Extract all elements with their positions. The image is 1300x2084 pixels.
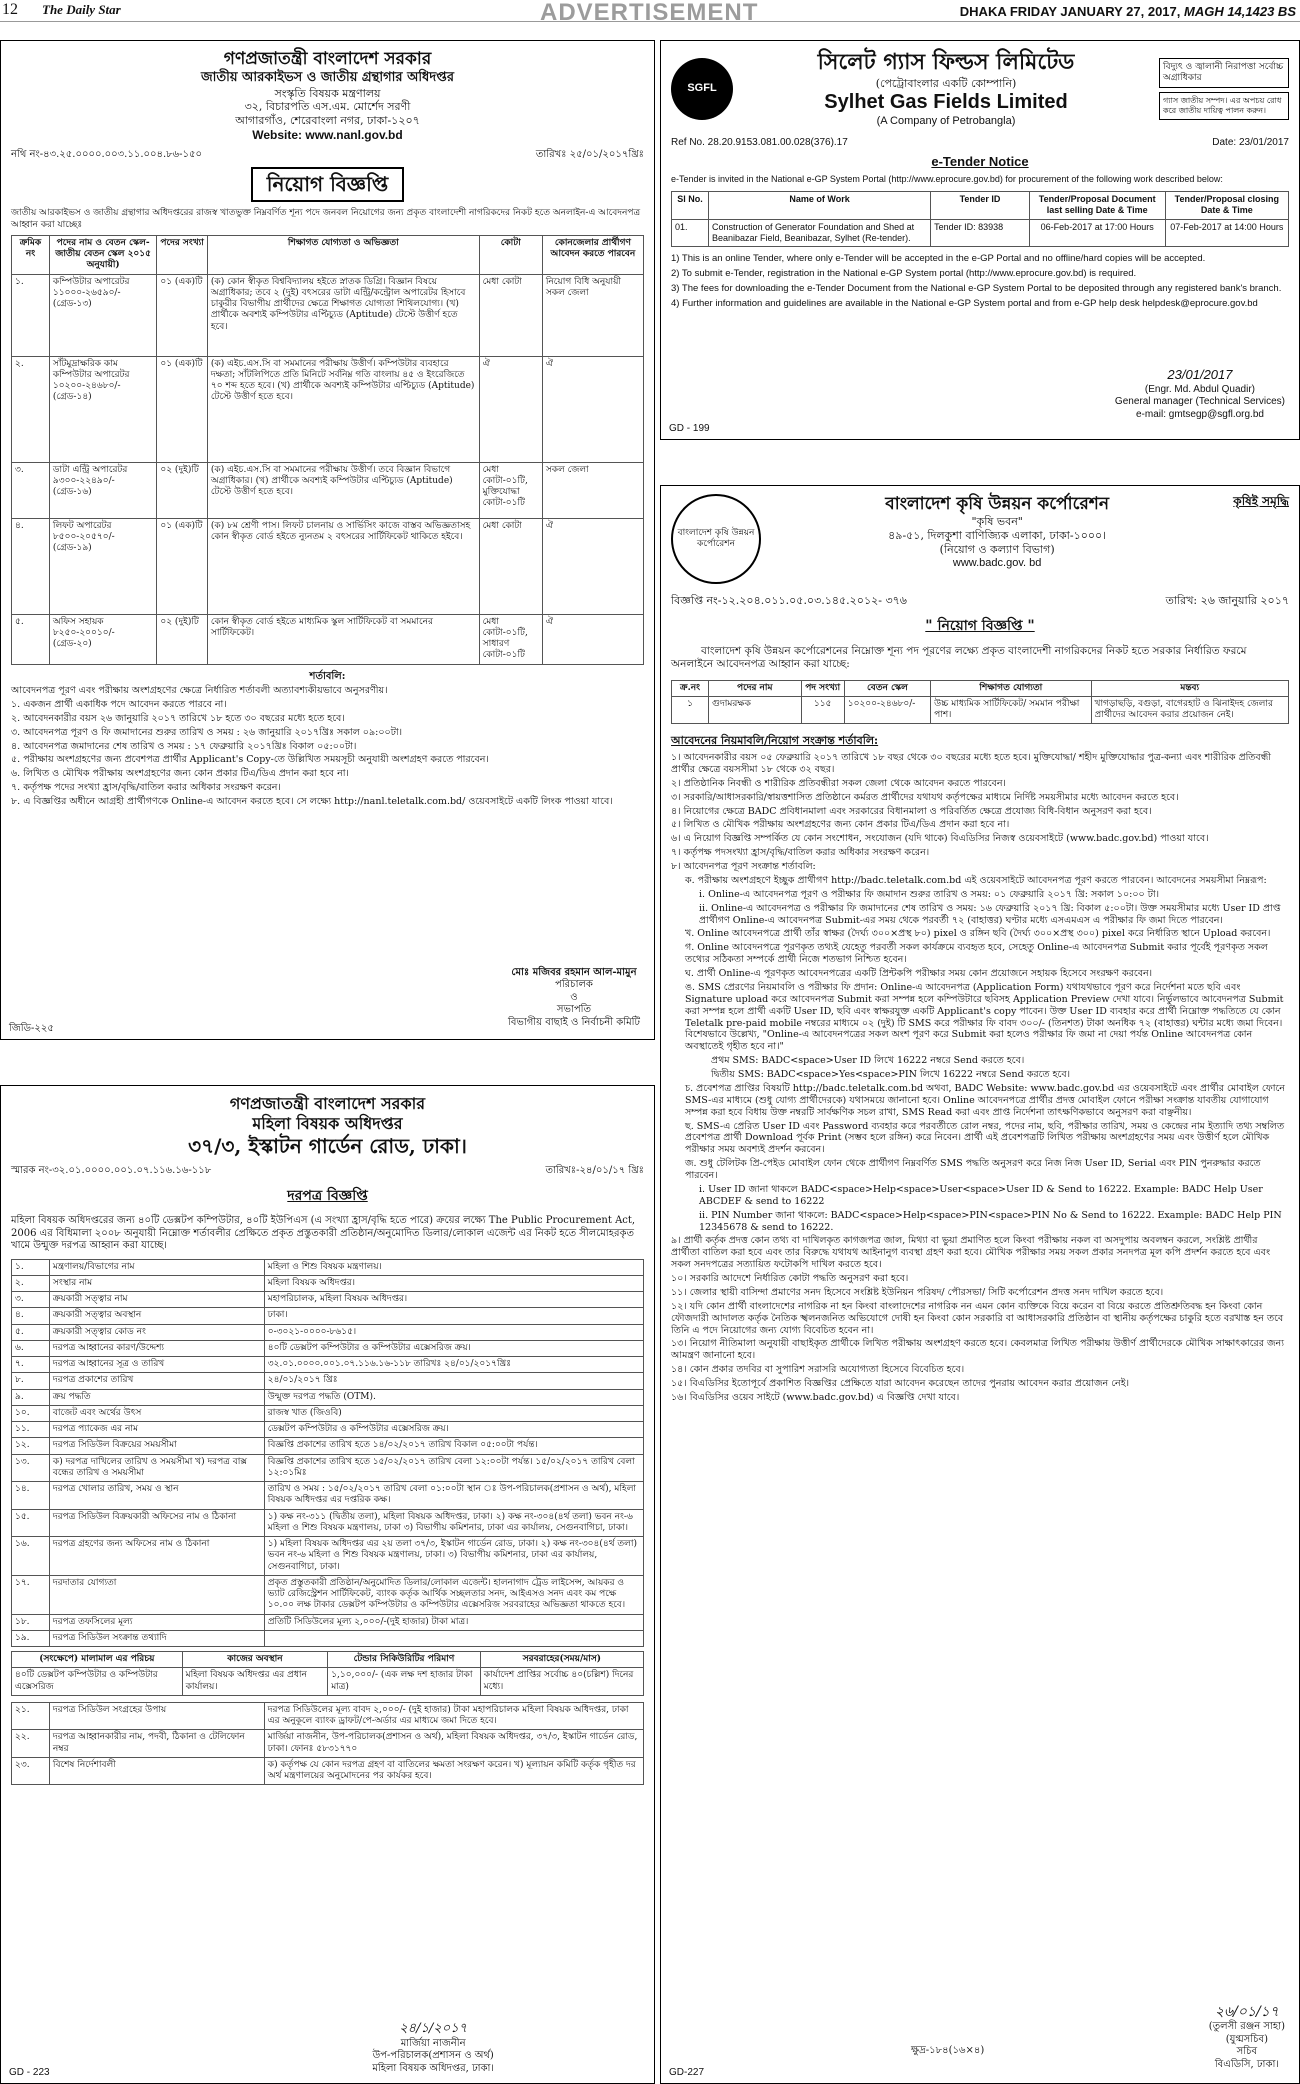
list-item: ১০। সরকারি আদেশে নির্ধারিত কোটা পদ্ধতি অনুসরণ করা হবে। bbox=[671, 1273, 909, 1284]
list-item: ৯। প্রার্থী কর্তৃক প্রদত্ত কোন তথ্য বা দাখিলকৃত কাগজপত্র জাল, মিথ্যা বা ভুয়া প্রমাণিত হলে কিংবা পরীক্ষায় নকল বা অসদুপায় অবলম্বন করলে, সংশ্লিষ্ট প্রার্থীর প্রার্থীতা বাতিল করা হবে এবং তার বিরুদ্ধে যথাযথ আইনানুগ ব্যবস্থা গ্রহণ করা হবে। মৌখিক পরীক্ষার সময় সকল প্রকার সনদপত্র মূল কপি প্রদর্শন করতে হবে এবং সকল সনদপত্রের সত্যায়িত ফটোকপি দাখিল করতে হবে। bbox=[671, 1235, 1271, 1271]
table-header: (সংক্ষেপে) মালামাল এর পরিচয় bbox=[12, 1652, 183, 1668]
table-header: ক্র.নং bbox=[672, 680, 709, 696]
table-row: ২১. দরপত্র সিডিউল সংগ্রহের উপায় দরপত্র সিডিউলের মূল্য বাবদ ২,০০০/- (দুই হাজার) টাকা মহাপরিচালক মহিলা বিষয়ক অধিদপ্তর, ঢাকা এর অনুকূলে ব্যাংক ড্রাফট/পে-অর্ডার এর মাধ্যমে জমা দিতে হবে। bbox=[12, 1702, 644, 1730]
notice-date: তারিখ: ২৬ জানুয়ারি ২০১৭ bbox=[1165, 594, 1289, 607]
list-item: প্রথম SMS: BADC<space>User ID লিখে 16222 নম্বরে Send করতে হবে। bbox=[711, 1055, 1025, 1067]
signature-date: ২৪/১/২০১৭ bbox=[399, 2021, 468, 2037]
list-item: 1) This is an online Tender, where only e-Tender will be accepted in the e-GP Portal and no offline/hard copies will be accepted. bbox=[671, 253, 1206, 264]
notice-date: তারিখঃ ২৫/০১/২০১৭খ্রিঃ bbox=[535, 148, 644, 160]
signer-name: মার্জিয়া নাজনীন bbox=[400, 2037, 466, 2049]
list-item: ২. আবেদনকারীর বয়স ২৬ জানুয়ারি ২০১৭ তারিখে ১৮ হতে ৩০ বছরের মধ্যে হতে হবে। bbox=[11, 712, 345, 724]
table-header: কাজের অবস্থান bbox=[182, 1652, 328, 1668]
signature-block: ২৬/০১/১৭ (তুলসী রঞ্জন সাহা) (যুগ্মসচিব) সচিব বিএডিসি, ঢাকা। bbox=[1208, 2003, 1285, 2070]
table-row: ১২. দরপত্র সিডিউল বিক্রয়ের সময়সীমা বিজ্ঞপ্তি প্রকাশের তারিখ হতে ১৪/০২/২০১৭ তারিখ বিকাল ০৫:০০টা পর্যন্ত। bbox=[12, 1438, 644, 1454]
address-line: ৪৯-৫১, দিলকুশা বাণিজ্যিক এলাকা, ঢাকা-১০০০। bbox=[888, 529, 1107, 542]
table-row: ১১. দরপত্র প্যাকেজ এর নাম ডেক্সটপ কম্পিউটার ও কম্পিউটার এক্সেসরিজ ক্রয়। bbox=[12, 1422, 644, 1438]
website: www.badc.gov. bd bbox=[952, 556, 1042, 569]
list-item: ৭. কর্তৃপক্ষ পদের সংখ্যা হ্রাস/বৃদ্ধি/বাতিল করার অধিকার সংরক্ষণ করেন। bbox=[11, 782, 281, 794]
table-row: ১৬. দরপত্র গ্রহণের জন্য অফিসের নাম ও ঠিকানা ১) মহিলা বিষয়ক অধিদপ্তর এর ২য় তলা ৩৭/৩, ইস্কাটন গার্ডেন রোড, ঢাকা। ২) কক্ষ নং-৩০৪(৪র্থ তলা) ভবন নং-৬ মহিলা ও শিশু বিষয়ক মন্ত্রণালয়, ঢাকা। ৩) বিভাগীয় কমিশনার, ঢাকা এর কার্যালয়, সেগুনবাগিচা, ঢাকা। bbox=[12, 1537, 644, 1576]
table-header: শিক্ষাগত যোগ্যতা ও অভিজ্ঞতা bbox=[207, 235, 479, 274]
page-number: 12 bbox=[2, 1, 18, 18]
notice-title: নিয়োগ বিজ্ঞপ্তি bbox=[251, 167, 405, 202]
dept-heading: জাতীয় আরকাইভস ও জাতীয় গ্রন্থাগার অধিদপ্তর bbox=[200, 70, 455, 86]
list-item: গ. Online আবেদনপত্রে পূরণকৃত তথ্যই যেহেতু পরবর্তী সকল কার্যক্রমে ব্যবহৃত হবে, সেহেতু Online-এ আবেদনপত্র Submit করার পূর্বেই পূরণকৃত সকল তথ্যের সঠিকতা সম্পর্কে প্রার্থী নিজে শতভাগ নিশ্চিত হবেন। bbox=[685, 942, 1268, 966]
table-header: কোটা bbox=[479, 235, 542, 274]
conditions-title: আবেদনের নিয়মাবলি/নিয়োগ সংক্রান্ত শর্তাবলি: bbox=[671, 734, 879, 748]
list-item: 2) To submit e-Tender, registration in the National e-GP System portal (http://www.eprocure.gov.bd) is required. bbox=[671, 267, 1137, 279]
list-item: ১। আবেদনকারীর বয়স ০৫ ফেব্রুয়ারি ২০১৭ তারিখে ১৮ বছর থেকে ৩০ বছরের মধ্যে হতে হবে। মুক্তিযোদ্ধা/ শহীদ মুক্তিযোদ্ধার পুত্র-কন্যা এবং শারীরিক প্রতিবন্ধী প্রার্থীর ক্ষেত্রে বয়সসীমা ১৮ থেকে ৩২ বছর। bbox=[671, 752, 1271, 775]
govt-heading: গণপ্রজাতন্ত্রী বাংলাদেশ সরকার bbox=[229, 1094, 426, 1113]
table-header: সরবরাহের(সময়/মাস) bbox=[480, 1652, 643, 1668]
table-row: ১৭. দরদাতার যোগ্যতা প্রকৃত প্রস্তুতকারী প্রতিষ্ঠান/অনুমোদিত ডিলার/লোকাল এজেন্ট। হালনাগাদ ট্রেড লাইসেন্স, আয়কর ও ভ্যাট রেজিস্ট্রেশন সার্টিফিকেট, ব্যাংক কর্তৃক আর্থিক সচ্ছলতার সনদ, আইএসও সনদ এবং কম পক্ষে ১০.০০ লক্ষ টাকার ডেক্সটপ কম্পিউটার ও কম্পিউটার এক্সেসরিজ সরবরাহের অভিজ্ঞতা থাকতে হবে। bbox=[12, 1575, 644, 1614]
list-item: ৫। লিখিত ও মৌখিক পরীক্ষায় অংশগ্রহণের জন্য কোন প্রকার টিএ/ডিএ প্রদান করা হবে না। bbox=[671, 819, 1010, 831]
sgfl-tender-ad bbox=[660, 40, 1300, 440]
list-item: খ. Online আবেদনপত্রে প্রার্থী তাঁর স্বাক্ষর (দৈর্ঘ্য ৩০০×প্রস্থ ৮০) pixel ও রঙ্গিন ছবি (দৈর্ঘ্য ৩০০×প্রস্থ ৩০০) pixel করে নির্ধারিত স্থানে Upload করবেন। bbox=[685, 928, 1271, 940]
notice-title: দরপত্র বিজ্ঞপ্তি bbox=[287, 1187, 368, 1204]
table-row: ২২. দরপত্র আহ্বানকারীর নাম, পদবী, ঠিকানা ও টেলিফোন নম্বর মার্জিয়া নাজনীন, উপ-পরিচালক(প্রশাসন ও অর্থ), মহিলা বিষয়ক অধিদপ্তর, ৩৭/৩, ইস্কাটন গার্ডেন রোড, ঢাকা। ফোনঃ ৫৮৩১৭৭০ bbox=[12, 1730, 644, 1758]
intro-text: জাতীয় আরকাইভস ও জাতীয় গ্রন্থাগার অধিদপ্তরের রাজস্ব খাতভুক্ত নিম্নবর্ণিত শূন্য পদে জনবল নিয়োগের জন্য প্রকৃত বাংলাদেশী নাগরিকদের নিকট হতে অনলাইন-এ আবেদনপত্র আহ্বান করা যাচ্ছেঃ bbox=[11, 208, 641, 230]
badc-emblem-icon: বাংলাদেশ কৃষি উন্নয়ন কর্পোরেশন bbox=[671, 494, 761, 584]
table-header: Sl No. bbox=[672, 192, 709, 220]
notes-list bbox=[671, 253, 1289, 310]
list-item: ৪. আবেদনপত্র জমাদানের শেষ তারিখ ও সময় : ১৭ ফেব্রুয়ারি ২০১৭খ্রিঃ বিকাল ০৫:০০টা। bbox=[11, 740, 357, 752]
list-item: ১২। যদি কোন প্রার্থী বাংলাদেশের নাগরিক না হন কিংবা বাংলাদেশের নাগরিক নন এমন কোন ব্যক্তিকে বিয়ে করেন বা বিয়ে করতে প্রতিশ্রুতিবদ্ধ হন কিংবা কোন ফৌজদারী আদালত কর্তৃক নৈতিক স্খলনজনিত অভিযোগে দোষী হন কিংবা কোন সরকারি বা আধাসরকারি প্রতিষ্ঠান বা স্থানীয় কর্তৃপক্ষের চাকুরি হতে বরখাস্ত হন তবে তিনি এ পদে নিয়োগের জন্য যোগ্য বিবেচিত হবেন না। bbox=[671, 1300, 1284, 1336]
dept-heading: মহিলা বিষয়ক অধিদপ্তর bbox=[252, 1114, 403, 1133]
list-item: ii. Online-এ আবেদনপত্র ও পরীক্ষার ফি জমাদানের শেষ তারিখ ও সময়: ১৬ ফেব্রুয়ারি ২০১৭ খ্রি: বিকাল ৫:০০টা। উক্ত সময়সীমার মধ্যে User ID প্রাপ্ত প্রার্থীগণ Online-এ আবেদনপত্র Submit-এর সময় থেকে পরবর্তী ৭২ (বাহাত্তর) ঘণ্টার মধ্যে এসএমএস এ পরীক্ষার ফি জমা দিতে পারবেন। bbox=[699, 902, 1281, 926]
paper-logo: The Daily Star bbox=[42, 2, 121, 17]
conditions-title: শর্তাবলি: bbox=[309, 670, 346, 682]
tender-info-table bbox=[11, 1259, 644, 1648]
signer-name: (Engr. Md. Abdul Quadir) bbox=[1144, 383, 1255, 395]
table-row: ১৯. দরপত্র সিডিউল সংক্রান্ত তথ্যাদি bbox=[12, 1630, 644, 1646]
list-item: ৮। আবেদনপত্র পূরণ সংক্রান্ত শর্তাবলি: bbox=[671, 861, 816, 872]
table-row: ৩. ডাটা এন্ট্রি অপারেটর ৯৩০০-২২৪৯০/- (গ্রেড-১৬) ০২ (দুই)টি (ক) এইচ.এস.সি বা সমমানের পরীক্ষায় উত্তীর্ণ। তবে বিজ্ঞান বিভাগে অগ্রাধিকার। (খ) প্রার্থীকে অবশ্যই কম্পিউটার এপ্টিচ্যুড (Aptitude) টেস্টে উত্তীর্ণ হতে হবে। মেধা কোটা-০১টি, মুক্তিযোদ্ধা কোটা-০১টি সকল জেলা bbox=[12, 462, 644, 518]
notice-title: e-Tender Notice bbox=[931, 153, 1029, 169]
ad-code: GD - 199 bbox=[669, 422, 710, 434]
list-item: ১৫। বিএডিসির ইতোপূর্বে প্রকাশিত বিজ্ঞপ্তির প্রেক্ষিতে যারা আবেদন করেছেন তাদের পুনরায় আবেদন করার প্রয়োজন নেই। bbox=[671, 1378, 1130, 1389]
table-row: ৩. ক্রয়কারী সত্ত্বার নাম মহাপরিচালক, মহিলা বিষয়ক অধিদপ্তর। bbox=[12, 1292, 644, 1308]
intro-text: e-Tender is invited in the National e-GP System Portal (http://www.eprocure.gov.bd) for procurement of the following work described below: bbox=[671, 173, 1223, 184]
signature-block: 23/01/2017 (Engr. Md. Abdul Quadir) General manager (Technical Services) e-mail: gmtsegp@sgfl.org.bd bbox=[1114, 367, 1285, 420]
conditions-list bbox=[671, 752, 1289, 1404]
list-item: চ. প্রবেশপত্র প্রাপ্তির বিষয়টি http://badc.teletalk.com.bd অথবা, BADC Website: www.badc.gov.bd এর ওয়েবসাইটে এবং প্রার্থীর মোবাইল ফোনে SMS-এর মাধ্যমে (শুধু যোগ্য প্রার্থীদেরকে) যথাসময়ে জানানো হবে। Online আবেদনপত্রে প্রার্থীর প্রদত্ত মোবাইল ফোনে পরীক্ষা সংক্রান্ত যাবতীয় যোগাযোগ সম্পন্ন করা হবে বিধায় উক্ত নম্বরটি সার্বক্ষণিক সচল রাখা, SMS Read করা এবং প্রাপ্ত নির্দেশনা তাৎক্ষণিকভাবে অনুসরণ করা বাঞ্ছনীয়। bbox=[685, 1082, 1285, 1118]
list-item: ছ. SMS-এ প্রেরিত User ID এবং Password ব্যবহার করে পরবর্তীতে রোল নম্বর, পদের নাম, ছবি, পরীক্ষার তারিখ, সময় ও কেন্দ্রের নাম ইত্যাদি তথ্য সম্বলিত প্রবেশপত্র প্রার্থী Download পূর্বক Print (সম্ভব হলে রঙ্গিন) করে নিবেন। প্রার্থী এই প্রবেশপত্রটি লিখিত পরীক্ষায় অংশগ্রহণের সময় এবং উত্তীর্ণ হলে মৌখিক পরীক্ষার সময় অবশ্যই প্রদর্শন করবেন। bbox=[685, 1120, 1285, 1156]
table-header: পদের নাম bbox=[709, 680, 802, 696]
list-item: i. User ID জানা থাকলে BADC<space>Help<space>User<space>User ID & Send to 16222. Example: BADC Help User ABCDEF & send to 16222 bbox=[699, 1183, 1263, 1207]
slogan-box: গ্যাস জাতীয় সম্পদ। এর অপচয় রোধ করে জাতীয় দায়িত্ব পালন করুন। bbox=[1159, 92, 1289, 120]
signer-name: (তুলসী রঞ্জন সাহা) bbox=[1208, 2021, 1285, 2032]
table-row: ৫. অফিস সহায়ক ৮২৫০-২০০১০/- (গ্রেড-২০) ০২ (দুই)টি কোন স্বীকৃত বোর্ড হইতে মাধ্যমিক স্কুল সার্টিফিকেট বা সমমানের সার্টিফিকেট। মেধা কোটা-০১টি, সাধারণ কোটা-০১টি ঐ bbox=[12, 614, 644, 664]
signature-date: ২৬/০১/১৭ bbox=[1214, 2003, 1279, 2020]
issue-date: DHAKA FRIDAY JANUARY 27, 2017, MAGH 14,1423 BS bbox=[959, 4, 1296, 19]
table-row: ১৪. দরপত্র খোলার তারিখ, সময় ও স্থান তারিখ ও সময় : ১৫/০২/২০১৭ তারিখ বেলা ০১:০০টা স্থান ঃ উপ-পরিচালক(প্রশাসন ও অর্থ), মহিলা বিষয়ক অধিদপ্তর এর দপ্তরিক কক্ষ। bbox=[12, 1482, 644, 1510]
table-header: Tender/Proposal Document last selling Date & Time bbox=[1029, 192, 1165, 220]
table-row: ৫. ক্রয়কারী সত্ত্বার কোড নং ০-৩০২১-০০০০-৮৬১৫। bbox=[12, 1324, 644, 1340]
women-affairs-tender-ad bbox=[0, 1085, 655, 2084]
list-item: ৩। সরকারি/আধাসরকারি/স্বায়ত্তশাসিত প্রতিষ্ঠানে কর্মরত প্রার্থীদের যথাযথ কর্তৃপক্ষের মাধ্যমে নির্দিষ্ট সময়সীমার মধ্যে আবেদন করতে হবে। bbox=[671, 791, 1179, 803]
table-header: Tender ID bbox=[931, 192, 1030, 220]
table-row: ১৮. দরপত্র তফসিলের মূল্য প্রতিটি সিডিউলের মূল্য ২,০০০/-(দুই হাজার) টাকা মাত্র। bbox=[12, 1614, 644, 1630]
list-item: দ্বিতীয় SMS: BADC<space>Yes<space>PIN লিখে 16222 নম্বরে Send করতে হবে। bbox=[711, 1069, 1071, 1080]
table-row: ৪০টি ডেক্সটপ কম্পিউটার ও কম্পিউটার এক্সেসরিজ মহিলা বিষয়ক অধিদপ্তর এর প্রধান কার্যালয়। ১,১০,০০০/- (এক লক্ষ দশ হাজার টাকা মাত্র) কার্যাদেশ প্রাপ্তির সর্বোচ্চ ৪০(চল্লিশ) দিনের মধ্যে। bbox=[12, 1668, 644, 1696]
table-row: ১৩. ক) দরপত্র দাখিলের তারিখ ও সময়সীমা খ) দরপত্র বাক্স বন্ধের তারিখ ও সময়সীমা বিজ্ঞপ্তি প্রকাশের তারিখ হতে ১৫/০২/২০১৭ তারিখ বেলা ১২:০০টা পর্যন্ত। ১৫/০২/২০১৭ তারিখ বেলা ১২:০১মিঃ bbox=[12, 1454, 644, 1482]
list-item: ঙ. SMS প্রেরণের নিয়মাবলি ও পরীক্ষার ফি প্রদান: Online-এ আবেদনপত্র (Application Form) যথাযথভাবে পূরণ করে নির্দেশনা মতে ছবি এবং Signature upload করে আবেদনপত্র Submit করা সম্পন্ন হলে কম্পিউটারে ছবিসহ Application Preview দেখা যাবে। নির্ভুলভাবে আবেদনপত্র Submit করা সম্পন্ন হলে প্রার্থী একটি User ID, ছবি এবং স্বাক্ষরযুক্ত একটি Applicant's copy পাবেন। উক্ত User ID ব্যবহার করে প্রার্থী নিম্নোক্ত পদ্ধতিতে যে কোন Teletalk pre-paid mobile নম্বরের মাধ্যমে ০২ (দুই) টি SMS করে পরীক্ষার ফি বাবদ ৩০০/- (তিনশত) টাকা অনধিক ৭২ (বাহাত্তর) ঘন্টার মধ্যে জমা দিবেন। বিশেষভাবে উল্লেখ্য, "Online-এ আবেদনপত্রের সকল অংশ পূরণ করে Submit করা হলেও পরীক্ষার ফি জমা না দেয়া পর্যন্ত Online আবেদনপত্র কোন অবস্থাতেই গৃহীত হবে না।" bbox=[685, 981, 1284, 1053]
table-row: ১০. বাজেট এবং অর্থের উৎস রাজস্ব খাত (জিওবি) bbox=[12, 1405, 644, 1421]
table-row: 01. Construction of Generator Foundation and Shed at Beanibazar Field, Beanibazar, Sylhet (Re-tender). Tender ID: 83938 06-Feb-2017 at 17:00 Hours 07-Feb-2017 at 14:00 Hours bbox=[672, 219, 1289, 247]
footer-code: ক্ষুদ্র-১৮৪(১৬×৪) bbox=[911, 2044, 985, 2056]
ministry-heading: সংস্কৃতি বিষয়ক মন্ত্রণালয় bbox=[274, 86, 381, 100]
company-name-bn: সিলেট গ্যাস ফিল্ডস লিমিটেড bbox=[817, 49, 1075, 75]
table-row: ৭. দরপত্র আহ্বানের সূত্র ও তারিখ ৩২.০১.০০০০.০০১.০৭.১১৬.১৬-১১৮ তারিখঃ ২৪/০১/২০১৭খ্রিঃ bbox=[12, 1357, 644, 1373]
address-line: ৩২, বিচারপতি এস.এম. মোর্শেদ সরণী bbox=[244, 100, 411, 114]
table-header: Name of Work bbox=[709, 192, 931, 220]
table-row: ২. সংস্থার নাম মহিলা বিষয়ক অধিদপ্তর। bbox=[12, 1275, 644, 1291]
table-header: টেন্ডার সিকিউরিটির পরিমাণ bbox=[328, 1652, 481, 1668]
table-header: মন্তব্য bbox=[1091, 680, 1288, 696]
slogan-box: বিদ্যুৎ ও জ্বালানী নিরাপত্তা সর্বোচ্চ অগ্রাধিকার bbox=[1159, 58, 1289, 89]
memo-number: বিজ্ঞপ্তি নং-১২.২০৪.০১১.০৫.০৩.১৪৫.২০১২- ৩৭৬ bbox=[671, 594, 907, 607]
company-sub-en: (A Company of Petrobangla) bbox=[876, 115, 1016, 128]
company-name-en: Sylhet Gas Fields Limited bbox=[824, 91, 1068, 114]
conditions-list bbox=[11, 685, 644, 808]
badc-recruitment-ad bbox=[660, 485, 1300, 2084]
table-row: ২৩. বিশেষ নির্দেশাবলী ক) কর্তৃপক্ষ যে কোন দরপত্র গ্রহণ বা বাতিলের ক্ষমতা সংরক্ষণ করেন। খ) মূল্যায়ন কমিটি কর্তৃক গৃহীত দর অর্থ মন্ত্রণালয়ের অনুমোদনের পর কার্যকর হবে। bbox=[12, 1757, 644, 1785]
list-item: 3) The fees for downloading the e-Tender Document from the National e-GP System Portal to be deposited through any registered bank's branch. bbox=[671, 282, 1282, 294]
ad-code: GD-227 bbox=[669, 2066, 705, 2078]
archives-recruitment-ad bbox=[0, 40, 655, 1040]
masthead bbox=[0, 0, 1300, 26]
slogan: কৃষিই সমৃদ্ধি bbox=[1233, 494, 1289, 508]
table-row: ৮. দরপত্র প্রকাশের তারিখ ২৪/০১/২০১৭ খ্রিঃ bbox=[12, 1373, 644, 1389]
signature-block: মোঃ মজিবর রহমান আল-মামুন পরিচালক ও সভাপতি বিভাগীয় বাছাই ও নির্বাচনী কমিটি bbox=[507, 966, 640, 1028]
table-header: ক্রমিক নং bbox=[12, 235, 50, 274]
table-header: বেতন স্কেল bbox=[844, 680, 930, 696]
table-row: ১ গুদামরক্ষক ১১৫ ১০২০০-২৪৬৮০/- উচ্চ মাধ্যমিক সার্টিফিকেট/ সমমান পরীক্ষা পাশ। খাগড়াছড়ি, বগুড়া, বাগেরহাট ও ঝিনাইদহ জেলার প্রার্থীদের আবেদন করার প্রয়োজন নেই। bbox=[672, 696, 1289, 724]
intro-text: বাংলাদেশ কৃষি উন্নয়ন কর্পোরেশনের নিম্নোক্ত শূন্য পদ পূরণের লক্ষ্যে প্রকৃত বাংলাদেশী নাগরিকদের নিকট হতে সরকার নির্ধারিত ফরমে অনলাইনে আবেদনপত্র আহ্বান করা যাচ্ছে: bbox=[671, 645, 1247, 671]
website: Website: www.nanl.gov.bd bbox=[252, 127, 403, 142]
table-header: পদের নাম ও বেতন স্কেল-জাতীয় বেতন স্কেল ২০১৫ অনুযায়ী) bbox=[49, 235, 156, 274]
list-item: ৭। কর্তৃপক্ষ পদসংখ্যা হ্রাস/বৃদ্ধি/বাতিল করার অধিকার সংরক্ষণ করেন। bbox=[671, 847, 930, 859]
table-header: শিক্ষাগত যোগ্যতা bbox=[931, 680, 1091, 696]
govt-heading: গণপ্রজাতন্ত্রী বাংলাদেশ সরকার bbox=[223, 49, 432, 69]
tender-info-table-2 bbox=[11, 1702, 644, 1786]
list-item: ৫. পরীক্ষায় অংশগ্রহণের জন্য প্রবেশপত্র প্রার্থীর Applicant's Copy-তে উল্লিখিত সময়সূচী অনুযায়ী অংশগ্রহণ করতে পারবেন। bbox=[11, 754, 489, 766]
list-item: ২। প্রতিষ্ঠানিক নিবন্ধী ও শারীরিক প্রতিবন্ধীরা সকল জেলা থেকে আবেদন করতে পারবেন। bbox=[671, 777, 1006, 789]
signature-block: ২৪/১/২০১৭ মার্জিয়া নাজনীন উপ-পরিচালক(প্রশাসন ও অর্থ) মহিলা বিষয়ক অধিদপ্তর, ঢাকা। bbox=[372, 2021, 494, 2074]
list-item: i. Online-এ আবেদনপত্র পূরণ ও পরীক্ষার ফি জমাদান শুরুর তারিখ ও সময়: ০১ ফেব্রুয়ারি ২০১৭ খ্রি: সকাল ১০:০০ টা। bbox=[699, 888, 1160, 900]
table-header: পদ সংখ্যা bbox=[801, 680, 844, 696]
table-row: ৯. ক্রয় পদ্ধতি উন্মুক্ত দরপত্র পদ্ধতি (OTM). bbox=[12, 1389, 644, 1405]
address-line: আগারগাঁও, শেরেবাংলা নগর, ঢাকা-১২০৭ bbox=[235, 114, 420, 127]
ad-code: জিডি-২২৫ bbox=[9, 1022, 54, 1034]
list-item: ৬. লিখিত ও মৌখিক পরীক্ষায় অংশগ্রহণের জন্য কোন প্রকার টিএ/ডিএ প্রদান করা হবে না। bbox=[11, 768, 349, 780]
vacancy-table bbox=[11, 235, 644, 665]
vacancy-table bbox=[671, 680, 1289, 725]
list-item: ১১। জেলার স্থায়ী বাসিন্দা প্রমাণের সনদ হিসেবে সংশ্লিষ্ট ইউনিয়ন পরিষদ/ পৌরসভা/ সিটি কর্পোরেশন প্রদত্ত সনদ দাখিল করতে হবে। bbox=[671, 1286, 1164, 1298]
signer-name: মোঃ মজিবর রহমান আল-মামুন bbox=[511, 966, 637, 978]
list-item: ৬। এ নিয়োগ বিজ্ঞপ্তি সম্পর্কিত যে কোন সংশোধন, সংযোজন (যদি থাকে) বিএডিসির নিজস্ব ওয়েবসাইটে (www.badc.gov.bd) পাওয়া যাবে। bbox=[671, 833, 1209, 845]
list-item: ক. পরীক্ষায় অংশগ্রহণে ইচ্ছুক প্রার্থীগণ http://badc.teletalk.com.bd এই ওয়েবসাইটে আবেদনপত্র পূরণ করতে পারবেন। আবেদনের সময়সীমা নিম্নরূপ: bbox=[685, 874, 1267, 886]
list-item: ১৬। বিএডিসির ওয়েব সাইটে (www.badc.gov.bd) এ বিজ্ঞপ্তি দেখা যাবে। bbox=[671, 1391, 960, 1403]
table-header: কোনজেলার প্রার্থীগণ আবেদন করতে পারবেন bbox=[542, 235, 643, 274]
memo-number: স্মারক নং-৩২.০১.০০০০.০০১.০৭.১১৬.১৬-১১৮ bbox=[11, 1165, 212, 1176]
table-row: ৪. ক্রয়কারী সত্ত্বার অবস্থান ঢাকা। bbox=[12, 1308, 644, 1324]
ad-code: GD - 223 bbox=[9, 2066, 50, 2078]
notice-title: " নিয়োগ বিজ্ঞপ্তি " bbox=[925, 617, 1035, 634]
notice-date: Date: 23/01/2017 bbox=[1212, 137, 1289, 148]
list-item: আবেদনপত্র পূরণ এবং পরীক্ষায় অংশগ্রহণের ক্ষেত্রে নির্ধারিত শর্তাবলী অত্যাবশ্যকীয়ভাবে অনুসরণীয়। bbox=[11, 685, 388, 696]
signature-date: 23/01/2017 bbox=[1167, 367, 1233, 383]
list-item: ঘ. প্রার্থী Online-এ পূরণকৃত আবেদনপত্রের একটি প্রিন্টকপি পরীক্ষার সময় কোন প্রয়োজনে সহায়ক হিসেবে সংরক্ষণ করবেন। bbox=[685, 968, 1153, 979]
list-item: ১৪। কোন প্রকার তদবির বা সুপারিশ সরাসরি অযোগ্যতা হিসেবে বিবেচিত হবে। bbox=[671, 1364, 965, 1376]
address-heading: ৩৭/৩, ইস্কাটন গার্ডেন রোড, ঢাকা। bbox=[188, 1134, 467, 1158]
list-item: জ. শুধু টেলিটক প্রি-পেইড মোবাইল ফোন থেকে প্রার্থীগণ নিম্নবর্ণিত SMS পদ্ধতি অনুসরণ করে নিজ নিজ User ID, Serial এবং PIN পুনরুদ্ধার করতে পারবেন। bbox=[685, 1158, 1261, 1181]
section-title: ADVERTISEMENT bbox=[540, 0, 759, 26]
sgfl-logo-icon: SGFL bbox=[671, 58, 733, 120]
list-item: ৮. এ বিজ্ঞপ্তির অধীনে আগ্রহী প্রার্থীগণকে Online-এ আবেদন করতে হবে। সে লক্ষ্যে http://nanl.teletalk.com.bd/ ওয়েবসাইটে একটি লিংক পাওয়া যাবে। bbox=[11, 796, 613, 807]
department: (নিয়োগ ও কল্যাণ বিভাগ) bbox=[939, 542, 1055, 556]
table-row: ৬. দরপত্র আহ্বানের কারণ/উদ্দেশ্য ৪০টি ডেক্সটপ কম্পিউটার ও কম্পিউটার এক্সেসরিজ ক্রয়। bbox=[12, 1340, 644, 1356]
table-row: ১৫. দরপত্র সিডিউল বিক্রয়কারী অফিসের নাম ও ঠিকানা ১) কক্ষ নং-৩১১ (দ্বিতীয় তলা), মহিলা বিষয়ক অধিদপ্তর, ঢাকা। ২) কক্ষ নং-৩০৪(৪র্থ তলা) ভবন নং-৬ মহিলা ও শিশু বিষয়ক মন্ত্রণালয়, ঢাকা ৩) বিভাগীয় কমিশনার, ঢাকা এর কার্যালয়, সেগুনবাগিচা, ঢাকা। bbox=[12, 1509, 644, 1537]
table-header: পদের সংখ্যা bbox=[157, 235, 208, 274]
table-header: Tender/Proposal closing Date & Time bbox=[1165, 192, 1288, 220]
table-row: ১. মন্ত্রণালয়/বিভাগের নাম মহিলা ও শিশু বিষয়ক মন্ত্রণালয়। bbox=[12, 1259, 644, 1275]
schedule-table bbox=[11, 1651, 644, 1696]
company-sub-bn: (পেট্রোবাংলার একটি কোম্পানি) bbox=[875, 76, 1017, 90]
table-row: ১. কম্পিউটার অপারেটর ১১০০০-২৬৫৯০/- (গ্রেড-১৩) ০১ (এক)টি (ক) কোন স্বীকৃত বিশ্ববিদ্যালয় হইতে স্নাতক ডিগ্রি। বিজ্ঞান বিষয়ে অগ্রাধিকার; তবে ২ (দুই) বৎসরের ডাটা এন্ট্রি/কন্ট্রোল অপারেটর হিসাবে চাকুরীর বিভাগীয় প্রার্থীদের ক্ষেত্রে শিক্ষাগত যোগ্যতা শিথিলযোগ্য। (খ) প্রার্থীকে অবশ্যই কম্পিউটার এপ্টিচ্যুড (Aptitude) টেস্টে উত্তীর্ণ হতে হবে। মেধা কোটা নিয়োগ বিধি অনুযায়ী সকল জেলা bbox=[12, 274, 644, 356]
ref-number: Ref No. 28.20.9153.081.00.028(376).17 bbox=[671, 137, 848, 148]
list-item: ii. PIN Number জানা থাকলে: BADC<space>Help<space>PIN<space>PIN No & Send to 16222. Example: BADC Help PIN 12345678 & send to 16222. bbox=[699, 1209, 1282, 1233]
list-item: ১৩। নিয়োগ নীতিমালা অনুযায়ী বাছাইকৃত প্রার্থীকে লিখিত পরীক্ষায় অংশগ্রহণ করতে হবে। কেবলমাত্র লিখিত পরীক্ষায় উত্তীর্ণ প্রার্থীদেরকে মৌখিক সাক্ষাৎকারের জন্য আমন্ত্রণ জানানো হবে। bbox=[671, 1338, 1284, 1362]
list-item: ১. একজন প্রার্থী একাধিক পদে আবেদন করতে পারবে না। bbox=[11, 698, 227, 710]
tender-table bbox=[671, 191, 1289, 247]
building-name: "কৃষি ভবন" bbox=[971, 515, 1023, 529]
notice-date: তারিখঃ-২৪/০১/১৭ খ্রিঃ bbox=[545, 1165, 644, 1176]
table-row: ৪. লিফট অপারেটর ৮৫০০-২০৫৭০/- (গ্রেড-১৯) ০১ (এক)টি (ক) ৮ম শ্রেণী পাস। লিফট চালনায় ও সার্ভিসিং কাজে বাস্তব অভিজ্ঞতাসহ কোন স্বীকৃত বোর্ড হইতে ন্যুনতম ২ বৎসরের সার্টিফিকেট থাকিতে হইবে। মেধা কোটা ঐ bbox=[12, 518, 644, 614]
list-item: ৩. আবেদনপত্র পূরণ ও ফি জমাদানের শুরুর তারিখ ও সময় : ২৬ জানুয়ারি ২০১৭খ্রিঃ সকাল ০৯:০০টা। bbox=[11, 726, 403, 738]
list-item: ৪। নিয়োগের ক্ষেত্রে BADC প্রবিধানমালা এবং সরকারের বিধানমালা ও পরিবর্তিত ক্ষেত্রে প্রযোজ্য বিধি-বিধান অনুসরণ করা হবে। bbox=[671, 805, 1152, 817]
list-item: 4) Further information and guidelines are available in the National e-GP System portal and from e-GP help desk helpdesk@eprocure.gov.bd bbox=[671, 297, 1258, 309]
memo-number: নথি নং-৪৩.২৫.০০০০.০০৩.১১.০০৪.৮৬-১৫০ bbox=[11, 148, 203, 160]
intro-text: মহিলা বিষয়ক অধিদপ্তরের জন্য ৪০টি ডেক্সটপ কম্পিউটার, ৪০টি ইউপিএস (এ সংখ্যা হ্রাস/বৃদ্ধি হতে পারে) ক্রয়ের লক্ষ্যে The Public Procurement Act, 2006 এর বিধিমালা ২০০৮ অনুযায়ী নিম্নোক্ত শর্তাবলীর প্রেক্ষিতে প্রকৃত প্রস্তুতকারী প্রতিষ্ঠান/অনুমোদিত ডিলার/লোকাল এজেন্ট এর নিকট হতে সীলমোহরকৃত খামে উন্মুক্ত দরপত্র আহ্বান করা যাচ্ছে। bbox=[11, 1215, 636, 1251]
org-name: বাংলাদেশ কৃষি উন্নয়ন কর্পোরেশন bbox=[885, 494, 1109, 514]
table-row: ২. সাঁটমুদ্রাক্ষরিক কাম কম্পিউটার অপারেটর ১০২০০-২৪৬৮০/- (গ্রেড-১৪) ০১ (এক)টি (ক) এইচ.এস.সি বা সমমানের পরীক্ষায় উত্তীর্ণ। কম্পিউটার ব্যবহারে দক্ষতা; সাঁটলিপিতে প্রতি মিনিটে সর্বনিম্ন গতি বাংলায় ৪৫ ও ইংরেজিতে ৭০ শব্দ হতে হবে। (খ) প্রার্থীকে অবশ্যই কম্পিউটার এপ্টিচ্যুড (Aptitude) টেস্টে উত্তীর্ণ হতে হবে। ঐ ঐ bbox=[12, 356, 644, 462]
